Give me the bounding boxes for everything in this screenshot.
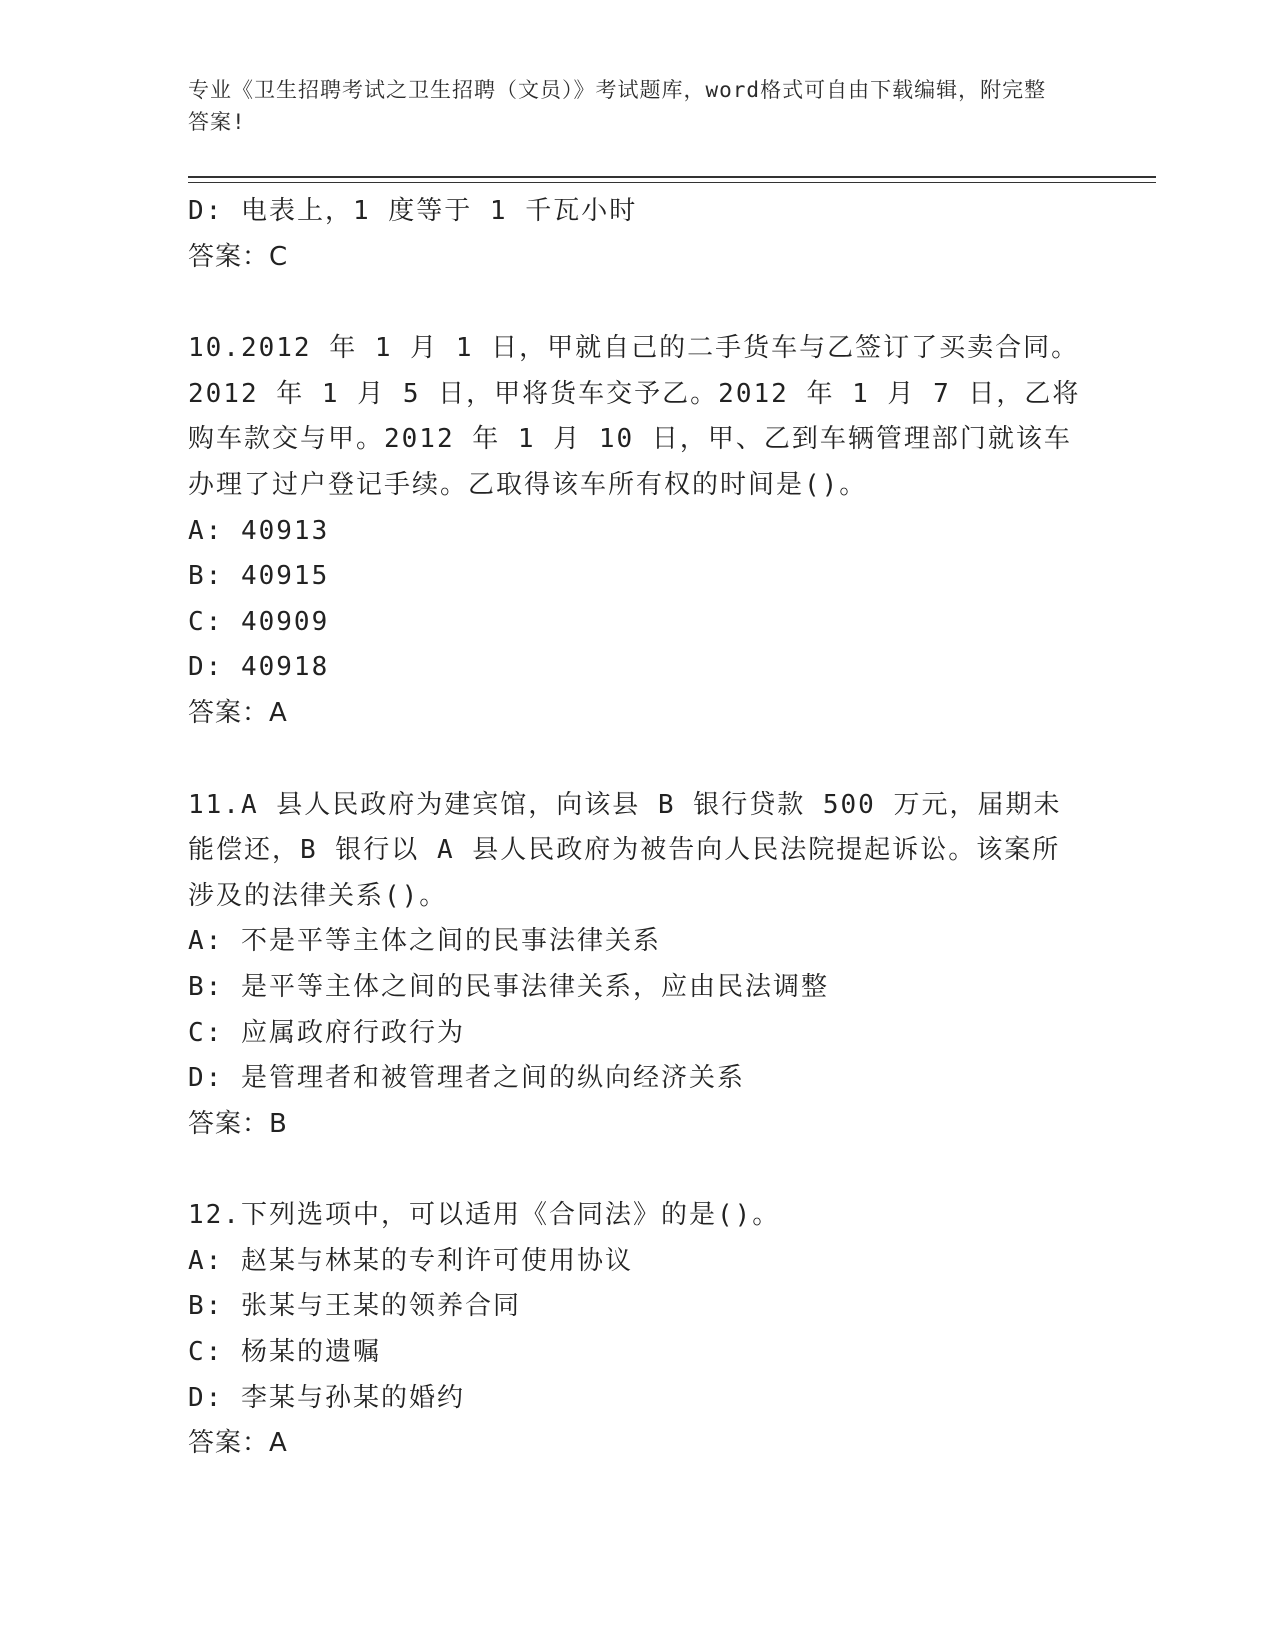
option-c: C: 杨某的遗嘱 <box>188 1337 381 1368</box>
option-c: C: 应属政府行政行为 <box>188 1017 465 1048</box>
carryover-answer: 答案：C <box>188 241 289 272</box>
question-stem: 10.2012 年 1 月 1 日，甲就自己的二手货车与乙签订了买卖合同。2012 年 1 月 5 日，甲将货车交予乙。2012 年 1 月 7 日，乙将购车款交与甲。2012 年 1 月 10 日，甲、乙到车辆管理部门就该车办理了过户登记手续。乙取得该车所有权的时间是()。 <box>188 333 1081 500</box>
option-b: B: 是平等主体之间的民事法律关系，应由民法调整 <box>188 971 829 1002</box>
question-stem: 12.下列选项中，可以适用《合同法》的是()。 <box>188 1200 781 1231</box>
spacer <box>188 1147 1088 1193</box>
option-d: D: 是管理者和被管理者之间的纵向经济关系 <box>188 1063 745 1094</box>
question-12 <box>188 1193 1088 1467</box>
question-10 <box>188 326 1088 736</box>
answer: 答案：A <box>188 697 288 728</box>
option-b: B: 张某与王某的领养合同 <box>188 1291 521 1322</box>
spacer <box>188 280 1088 326</box>
option-c: C: 40909 <box>188 606 330 637</box>
question-stem: 11.A 县人民政府为建宾馆，向该县 B 银行贷款 500 万元，届期未能偿还，B 银行以 A 县人民政府为被告向人民法院提起诉讼。该案所涉及的法律关系()。 <box>188 789 1062 911</box>
header-divider-thin <box>188 182 1156 183</box>
question-content <box>188 189 1088 1467</box>
carryover-option-d: D: 电表上，1 度等于 1 千瓦小时 <box>188 196 638 226</box>
answer: 答案：A <box>188 1428 288 1459</box>
spacer <box>188 737 1088 783</box>
option-d: D: 40918 <box>188 652 330 683</box>
option-b: B: 40915 <box>188 561 330 592</box>
header-note: 专业《卫生招聘考试之卫生招聘（文员）》考试题库，word格式可自由下载编辑，附完整答案! <box>188 78 1047 134</box>
option-a: A: 40913 <box>188 515 330 546</box>
question-11 <box>188 783 1088 1148</box>
answer: 答案：B <box>188 1108 288 1139</box>
option-a: A: 不是平等主体之间的民事法律关系 <box>188 926 661 957</box>
option-a: A: 赵某与林某的专利许可使用协议 <box>188 1245 633 1276</box>
option-d: D: 李某与孙某的婚约 <box>188 1382 465 1413</box>
header-divider-thick <box>188 176 1156 178</box>
